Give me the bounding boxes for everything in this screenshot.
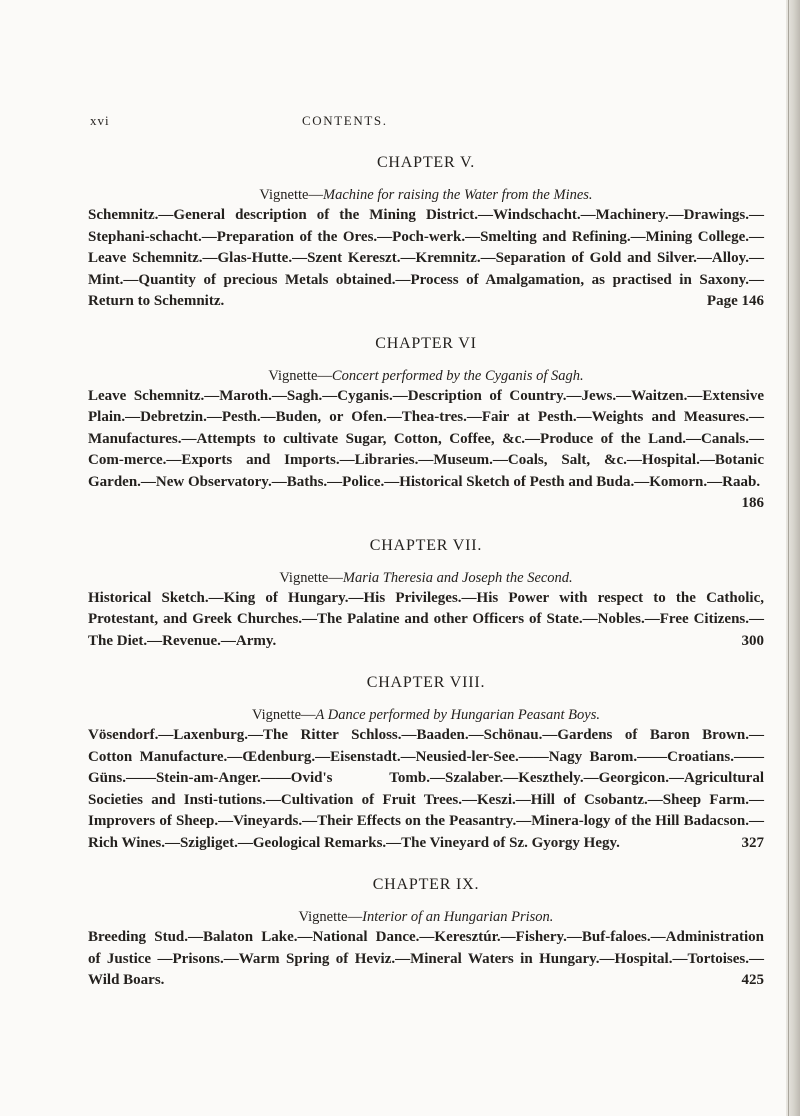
chapter-summary <box>88 386 764 511</box>
chapter-title: CHAPTER IX. <box>372 876 480 893</box>
chapter-summary <box>88 205 764 313</box>
chapter-entry-9 <box>88 876 764 992</box>
chapter-summary-text: Leave Schemnitz.—Maroth.—Sagh.—Cyganis.—Description of Country.—Jews.—Waitzen.—Extensive Plain.—Debretzin.—Pesth.—Buden, or Ofen.—Thea-tres.—Fair at Pesth.—Weights and Measures.—Manufactures.—Attempts to cultivate Sugar, Cotton, Coffee, &c.—Produce of the Land.—Canals.—Com-merce.—Exports and Imports.—Libraries.—Museum.—Coals, Salt, &c.—Hospital.—Botanic Garden.—New Observatory.—Baths.—Police.—Historical Sketch of Pesth and Buda.—Komorn.—Raab. <box>88 387 764 490</box>
chapter-vignette <box>88 367 764 385</box>
running-head: CONTENTS. <box>302 113 388 128</box>
chapter-page-reference: 300 <box>741 632 764 649</box>
chapter-entry-6 <box>88 335 764 515</box>
vignette-label: Vignette— <box>259 187 323 203</box>
vignette-title: Maria Theresia and Joseph the Second. <box>342 569 573 586</box>
vignette-title: Machine for raising the Water from the Mines. <box>322 187 593 203</box>
chapter-summary-text: Historical Sketch.—King of Hungary.—His Privileges.—His Power with respect to the Catholic, Protestant, and Greek Churches.—The Palatine and other Officers of State.—Nobles.—Free Citizens.—The Diet.—Revenue.—Army. <box>88 589 764 649</box>
chapter-vignette <box>88 569 764 587</box>
chapter-summary-text: Vösendorf.—Laxenburg.—The Ritter Schloss.—Baaden.—Schönau.—Gardens of Baron Brown.—Cotton Manufacture.—Œdenburg.—Eisenstadt.—Neusied-ler-See.——Nagy Barom.——Croatians.——Güns.——Stein-am-Anger.——Ovid's Tomb.—Szalaber.—Keszthely.—Georgicon.—Agricultural Societies and Insti-tutions.—Cultivation of Fruit Trees.—Keszi.—Hill of Csobantz.—Sheep Farm.—Improvers of Sheep.—Vineyards.—Their Effects on the Peasantry.—Minera-logy of the Hill Badacson.—Rich Wines.—Szigliget.—Geological Remarks.—The Vineyard of Sz. Gyorgy Hegy. <box>88 727 764 851</box>
page-folio: xvi <box>90 113 110 128</box>
chapter-title: CHAPTER VIII. <box>366 674 486 691</box>
chapter-page-reference: 425 <box>741 972 764 988</box>
chapter-vignette <box>88 186 764 204</box>
chapter-summary-text: Breeding Stud.—Balaton Lake.—National Dance.—Keresztúr.—Fishery.—Buf-faloes.—Administration of Justice —Prisons.—Warm Spring of Heviz.—Mineral Waters in Hungary.—Hospital.—Tortoises.—Wild Boars. <box>88 929 764 988</box>
chapter-entry-8 <box>88 674 764 854</box>
page-header <box>0 113 800 133</box>
contents-list <box>88 154 764 1014</box>
chapter-page-reference: 327 <box>741 834 764 851</box>
vignette-label: Vignette— <box>298 909 363 925</box>
chapter-entry-5 <box>88 154 764 313</box>
chapter-vignette <box>88 908 764 926</box>
page-edge-line <box>788 0 789 1116</box>
vignette-title: A Dance performed by Hungarian Peasant Boys. <box>315 707 600 723</box>
vignette-label: Vignette— <box>279 569 343 586</box>
chapter-title: CHAPTER V. <box>376 154 476 171</box>
vignette-label: Vignette— <box>251 707 316 723</box>
chapter-entry-7 <box>88 537 764 653</box>
vignette-label: Vignette— <box>268 367 332 384</box>
vignette-title: Interior of an Hungarian Prison. <box>362 909 554 925</box>
chapter-summary-text: Schemnitz.—General description of the Mining District.—Windschacht.—Machinery.—Drawings.—Stephani-schacht.—Preparation of the Ores.—Poch-werk.—Smelting and Refining.—Mining College.—Leave Schemnitz.—Glas-Hutte.—Szent Kereszt.—Kremnitz.—Separation of Gold and Silver.—Alloy.—Mint.—Quantity of precious Metals obtained.—Process of Amalgamation, as practised in Saxony.—Return to Schemnitz. <box>88 207 764 309</box>
chapter-summary <box>88 927 764 992</box>
chapter-summary <box>88 588 764 653</box>
vignette-title: Concert performed by the Cyganis of Sagh. <box>331 367 584 384</box>
chapter-title: CHAPTER VII. <box>369 536 483 554</box>
chapter-vignette <box>88 706 764 724</box>
chapter-summary <box>88 725 764 854</box>
chapter-page-reference: 186 <box>741 495 764 511</box>
chapter-title: CHAPTER VI <box>375 334 477 352</box>
chapter-page-reference: Page 146 <box>706 293 764 309</box>
